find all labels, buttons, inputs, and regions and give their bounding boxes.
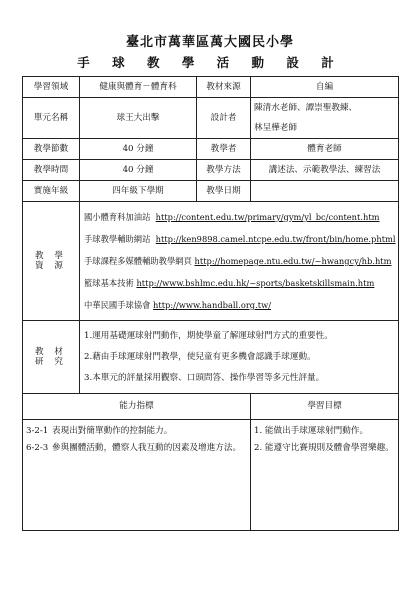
unit-label: 單元名稱 [23, 98, 80, 139]
indicator-text: 參與團體活動，體察人我互動的因素及增進方法。 [52, 443, 242, 453]
teacher-label: 教學者 [197, 139, 251, 160]
indicator-text: 表現出對簡單動作的控制能力。 [52, 426, 173, 436]
resource-item: 國小體育科加油站 http://content.edu.tw/primary/gym/yl_bc/content.htm [84, 212, 380, 222]
analysis-item: 3.本單元的評量採用觀察、口頭問答、操作學習等多元性評量。 [84, 372, 325, 383]
indicator-item [26, 441, 247, 456]
resource-item: 手球教學輔助網站 http://ken9898.camel.ntcpe.edu.tw/front/bin/home.phtml [84, 234, 396, 244]
indicator-item [26, 424, 247, 439]
row-grade [23, 181, 399, 202]
resource-link[interactable]: http://www.bshlmc.edu.hk/~sports/basketskillsmain.htm [136, 278, 375, 288]
indicator-code: 6-2-3 [26, 443, 49, 453]
time-value: 40 分鐘 [80, 160, 197, 181]
resource-item: 中華民國手球協會 http://www.handball.org.tw/ [84, 300, 271, 310]
row-domain [23, 77, 399, 98]
row-objective-headers [23, 394, 399, 420]
time-label: 教學時間 [23, 160, 80, 181]
analysis-item: 1.運用基礎運球射門動作，期使學童了解運球射門方式的重要性。 [84, 330, 333, 341]
row-time [23, 160, 399, 181]
objective-item: 2. 能遵守比賽規則及體會學習樂趣。 [254, 443, 394, 453]
domain-label: 學習領域 [23, 77, 80, 98]
school-name: 臺北市萬華區萬大國民小學 [125, 35, 294, 50]
resources-label: 教 學 資 源 [23, 202, 80, 321]
row-resources [23, 202, 399, 321]
indicators-header: 能力指標 [23, 394, 251, 420]
resource-item: 籃球基本技術 http://www.bshlmc.edu.hk/~sports/basketskillsmain.htm [84, 278, 375, 288]
designer-value [251, 98, 399, 139]
objectives-header: 學習目標 [251, 394, 399, 420]
method-value: 講述法、示範教學法、練習法 [251, 160, 399, 181]
unit-value: 球王大出擊 [80, 98, 197, 139]
source-label: 教材來源 [197, 77, 251, 98]
periods-value: 40 分鐘 [80, 139, 197, 160]
teacher-value: 體育老師 [251, 139, 399, 160]
objective-item: 1. 能做出手球運球射門動作。 [254, 426, 369, 436]
lesson-plan-table [22, 76, 399, 531]
analysis-label: 教 材 研 究 [23, 321, 80, 394]
resources-list [80, 202, 399, 321]
periods-label: 教學節數 [23, 139, 80, 160]
row-periods [23, 139, 399, 160]
analysis-item: 2.藉由手球運球射門教學，使兒童有更多機會認識手球運動。 [84, 351, 316, 362]
domain-value: 健康與體育－體育科 [80, 77, 197, 98]
plan-title: 手 球 教 學 活 動 設 計 [77, 55, 343, 70]
row-analysis [23, 321, 399, 394]
grade-value: 四年級下學期 [80, 181, 197, 202]
designer-line-2: 林呈樺老師 [254, 123, 297, 133]
resource-link[interactable]: http://ken9898.camel.ntcpe.edu.tw/front/bin/home.phtml [155, 234, 396, 244]
date-value [251, 181, 399, 202]
objectives-list [251, 420, 399, 531]
analysis-list [80, 321, 399, 394]
resource-link[interactable]: http://homepage.ntu.edu.tw/~hwangcy/hb.htm [194, 256, 392, 266]
indicator-code: 3-2-1 [26, 426, 49, 436]
resource-item: 手球課程多媒體輔助教學網頁 http://homepage.ntu.edu.tw/~hwangcy/hb.htm [84, 256, 392, 266]
grade-label: 實施年級 [23, 181, 80, 202]
row-unit [23, 98, 399, 139]
source-value: 自編 [251, 77, 399, 98]
designer-label: 設計者 [197, 98, 251, 139]
indicators-list [23, 420, 251, 531]
date-label: 教學日期 [197, 181, 251, 202]
row-objective-content [23, 420, 399, 531]
method-label: 教學方法 [197, 160, 251, 181]
designer-line-1: 陳清水老師、譚崇聖教練、 [254, 103, 358, 113]
resource-link[interactable]: http://content.edu.tw/primary/gym/yl_bc/content.htm [155, 212, 380, 222]
resource-link[interactable]: http://www.handball.org.tw/ [153, 300, 271, 310]
